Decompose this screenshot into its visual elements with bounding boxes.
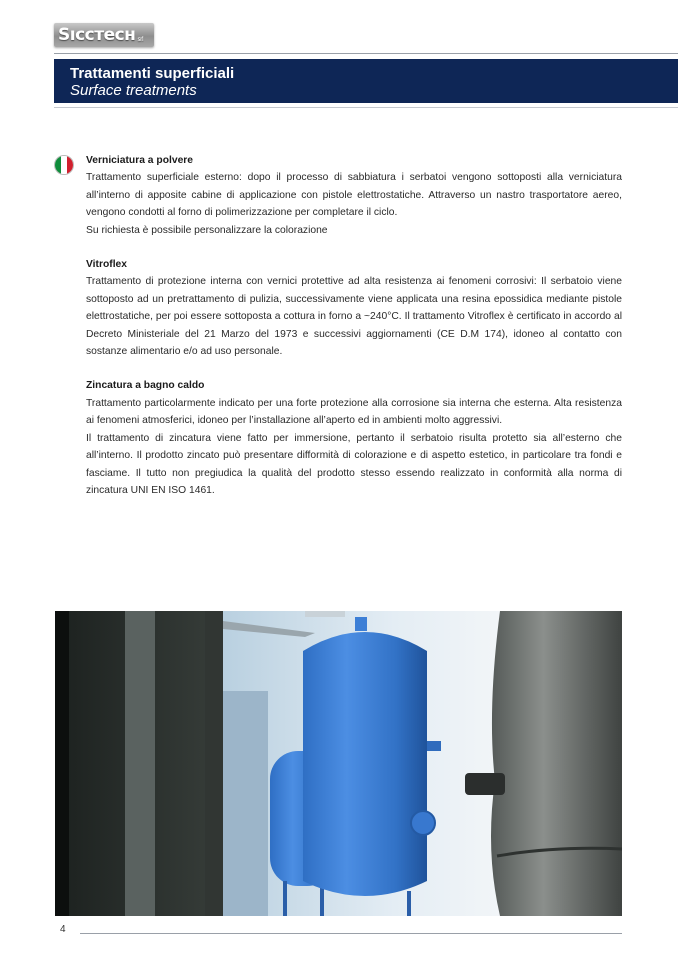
logo-text: Sıccтecн bbox=[58, 25, 136, 45]
tank-illustration bbox=[55, 611, 622, 916]
section-hot-dip-galvanizing bbox=[86, 377, 622, 499]
section-paragraph: Trattamento particolarmente indicato per una forte protezione alla corrosione sia interna che esterna. Alta resistenza ai fenomeni atmosferici, idoneo per l’installazione all’aperto ed in ambienti molto aggressivi. bbox=[86, 397, 622, 427]
section-heading: Vitroflex bbox=[86, 259, 128, 271]
right-tank bbox=[491, 611, 622, 916]
title-banner bbox=[54, 59, 678, 103]
italian-flag-icon bbox=[54, 155, 74, 175]
blue-tank-photo bbox=[55, 611, 622, 916]
section-powder-coating bbox=[86, 152, 622, 239]
page-number: 4 bbox=[60, 924, 66, 935]
content bbox=[86, 152, 622, 516]
banner-rule bbox=[54, 107, 678, 108]
logo-suffix: srl bbox=[137, 36, 144, 43]
section-vitroflex bbox=[86, 256, 622, 360]
large-tank bbox=[303, 632, 427, 896]
flag-red-stripe bbox=[67, 156, 73, 174]
header-rule bbox=[54, 53, 678, 54]
page-subtitle: Surface treatments bbox=[70, 82, 197, 99]
section-heading: Verniciatura a polvere bbox=[86, 155, 194, 166]
page-title: Trattamenti superficiali bbox=[70, 65, 235, 82]
footer-rule bbox=[80, 933, 622, 934]
section-paragraph: Trattamento di protezione interna con vernici protettive ad alta resistenza ai fenomeni corrosivi: Il serbatoio viene sottoposto ad un pretrattamento di pulizia, successivamente viene applicata una resina epossidica mediante pistole elettrostatiche, per poi essere sottoposta a cottura in forno a ~240°C. Il trattamento Vitroflex è certificato in accordo al Decreto Ministeriale del 21 Marzo del 1973 e successivi aggiornamenti (CE D.M 174), idoneo al contatto con sostanze alimentario e/o ad uso personale. bbox=[86, 276, 622, 358]
section-heading: Zincatura a bagno caldo bbox=[86, 380, 205, 392]
section-paragraph: Trattamento superficiale esterno: dopo il processo di sabbiatura i serbatoi vengono sottoposti alla verniciatura all’interno di apposite cabine di applicazione con pistole elettrostatiche. Attraverso un nastro trasportatore aereo, vengono condotti al forno di polimerizzazione per completare il ciclo. bbox=[86, 172, 622, 219]
company-logo bbox=[54, 23, 154, 47]
section-paragraph: Il trattamento di zincatura viene fatto per immersione, pertanto il serbatoio risulta protetto sia all’esterno che all’interno. Il prodotto zincato può presentare difformità di colorazione e di aspetto estetico, in particolare tra fondi e fasciame. Il tutto non pregiudica la qualità del prodotto stesso essendo realizzato in conformità alla norma di zincatura UNI EN ISO 1461. bbox=[86, 432, 622, 496]
section-paragraph: Su richiesta è possibile personalizzare la colorazione bbox=[86, 224, 328, 236]
